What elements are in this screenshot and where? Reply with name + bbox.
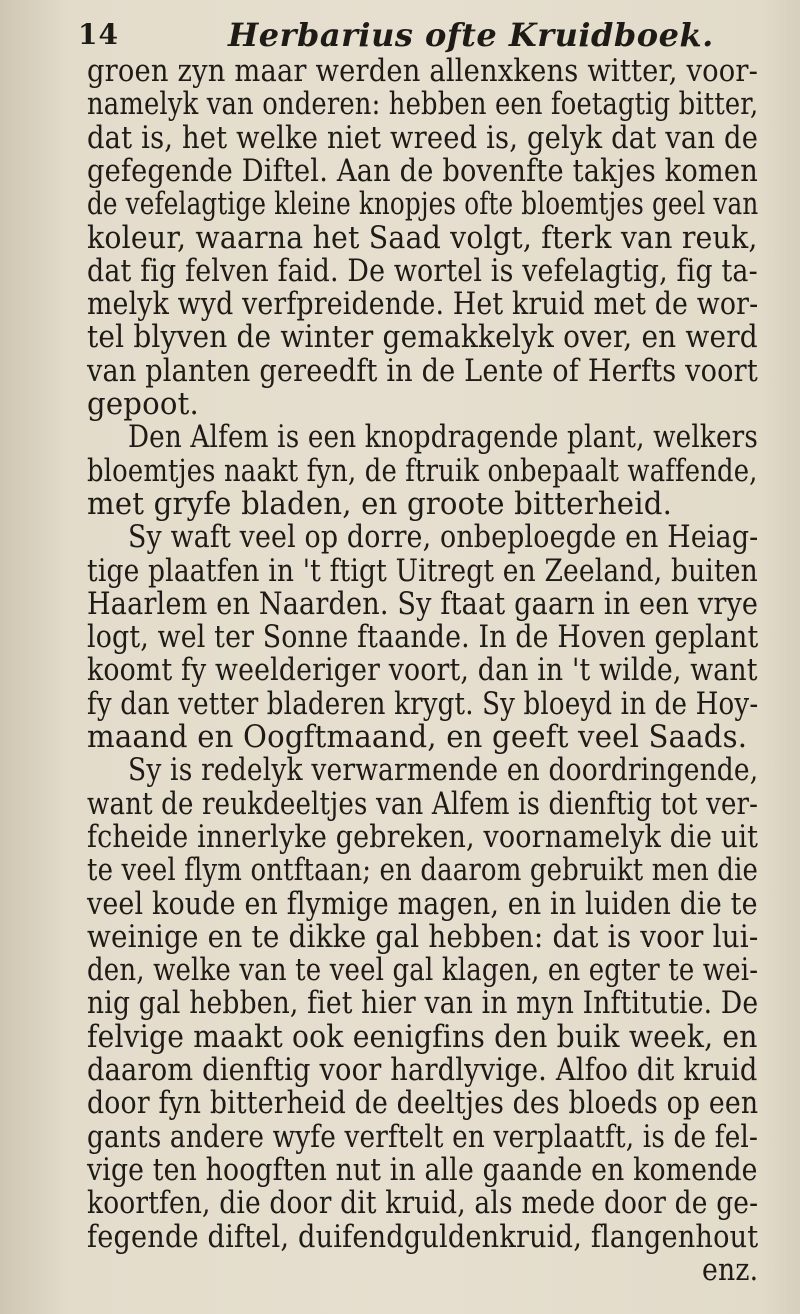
text-line: vige ten hoogften nut in alle gaande en komende <box>87 1151 758 1188</box>
text-line: van planten gereedft in de Lente of Herfts voort <box>87 352 758 389</box>
text-line: Haarlem en Naarden. Sy ftaat gaarn in een vrye <box>87 585 759 622</box>
text-line: gepoot. <box>87 386 199 422</box>
text-line: gefegende Diftel. Aan de bovenfte takjes komen <box>87 152 758 189</box>
text-line: melyk wyd verfpreidende. Het kruid met de wor- <box>87 286 759 323</box>
text-line: logt, wel ter Sonne ftaande. In de Hoven geplant <box>87 619 759 656</box>
text-line: veel koude en flymige magen, en in luiden die te <box>87 885 758 922</box>
text-line: Sy waft veel op dorre, onbeploegde en Heiag- <box>128 519 759 556</box>
text-line: Sy is redelyk verwarmende en doordringende, <box>128 752 759 789</box>
text-line: tige plaatfen in 't ftigt Uitregt en Zeeland, buiten <box>87 552 758 589</box>
text-line: door fyn bitterheid de deeltjes des bloeds op een <box>87 1085 759 1122</box>
text-line: met gryfe bladen, en groote bitterheid. <box>87 485 673 522</box>
text-line: fcheide innerlyke gebreken, voornamelyk die uit <box>87 818 759 855</box>
text-line: dat is, het welke niet wreed is, gelyk dat van de <box>87 119 759 156</box>
text-line: groen zyn maar werden allenxkens witter, voor- <box>87 53 759 89</box>
text-line: fy dan vetter bladeren krygt. Sy bloeyd in de Hoy- <box>87 685 759 722</box>
text-line: koleur, waarna het Saad volgt, fterk van reuk, <box>87 219 758 256</box>
text-line: bloemtjes naakt fyn, de ftruik onbepaalt waffende, <box>87 452 758 489</box>
text-line: weinige en te dikke gal hebben: dat is voor lui- <box>87 918 759 955</box>
text-line: gants andere wyfe verftelt en verplaatft, is de fel- <box>87 1118 759 1155</box>
text-line: koortfen, die door dit kruid, als mede door de ge- <box>87 1185 759 1222</box>
text-line: felvige maakt ook eenigfins den buik week, en <box>87 1018 758 1055</box>
text-line: tel blyven de winter gemakkelyk over, en werd <box>87 319 758 356</box>
text-line: daarom dienftig voor hardlyvige. Alfoo dit kruid <box>87 1052 758 1088</box>
text-line: Den Alfem is een knopdragende plant, welkers <box>128 419 758 456</box>
text-line: namelyk van onderen: hebben een foetagtig bitter, <box>87 86 759 123</box>
text-line: maand en Oogftmaand, en geeft veel Saads. <box>87 719 748 755</box>
text-line: koomt fy weelderiger voort, dan in 't wilde, want <box>87 652 758 689</box>
text-line: te veel flym ontftaan; en daarom gebruikt men die <box>87 852 759 889</box>
text-line: den, welke van te veel gal klagen, en egter te wei- <box>87 952 759 989</box>
text-line: want de reukdeeltjes van Alfem is dienftig tot ver- <box>87 785 759 822</box>
page-number: 14 <box>78 18 119 51</box>
text-line: enz. <box>702 1251 759 1288</box>
text-line: fegende diftel, duifendguldenkruid, flangenhout <box>87 1218 759 1255</box>
text-line: de vefelagtige kleine knopjes ofte bloemtjes geel van <box>87 186 759 223</box>
text-line: dat fig felven faid. De wortel is vefelagtig, fig ta- <box>87 252 758 289</box>
text-line: nig gal hebben, fiet hier van in myn Inftitutie. De <box>87 985 759 1022</box>
running-title: Herbarius ofte Kruidboek. <box>228 16 714 54</box>
